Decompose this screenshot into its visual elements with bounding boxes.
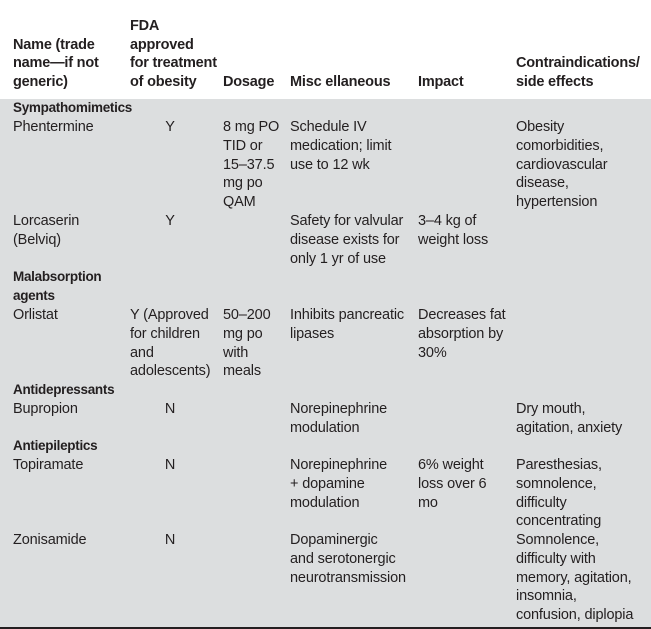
cell-impact: 3–4 kg of weight loss: [418, 213, 489, 248]
cell-dosage: 50–200 mg po with meals: [223, 307, 271, 380]
cell-dosage: 8 mg PO TID or 15–37.5 mg po QAM: [223, 119, 280, 211]
cell-misc: Norepinephrine + dopamine modulation: [290, 457, 388, 511]
cell-misc: Safety for valvular disease exists for only 1 yr of use: [290, 213, 404, 267]
cell-name: Bupropion: [13, 401, 78, 417]
table-header: [0, 0, 651, 99]
cell-name: Lorcaserin (Belviq): [13, 213, 80, 248]
cell-name: Orlistat: [13, 307, 58, 323]
header-fda-approved: FDA approved for treatment of obesity: [130, 18, 217, 90]
cell-contra: Somnolence, difficulty with memory, agitation, insomnia, confusion, diplopia: [516, 532, 634, 624]
header-dosage: Dosage: [223, 73, 275, 90]
cell-contra: Dry mouth, agitation, anxiety: [516, 401, 623, 436]
group-malabsorption: Malabsorption agents: [13, 269, 102, 303]
group-sympathomimetics: Sympathomimetics: [13, 100, 132, 115]
cell-misc: Inhibits pancreatic lipases: [290, 307, 405, 342]
header-name: Name (trade name—if not generic): [13, 36, 99, 90]
cell-contra: Paresthesias, somnolence, difficulty concentrating: [516, 457, 602, 530]
cell-fda: N: [164, 457, 176, 473]
header-miscellaneous: Misc ellaneous: [290, 73, 391, 90]
cell-name: Zonisamide: [13, 532, 87, 548]
cell-fda: N: [164, 532, 176, 548]
cell-fda: Y: [165, 119, 175, 135]
cell-impact: 6% weight loss over 6 mo: [418, 457, 487, 511]
cell-impact: Decreases fat absorption by 30%: [418, 307, 506, 361]
cell-name: Phentermine: [13, 119, 94, 135]
group-antiepileptics: Antiepileptics: [13, 438, 98, 453]
group-antidepressants: Antidepressants: [13, 382, 115, 397]
cell-name: Topiramate: [13, 457, 84, 473]
cell-fda: Y: [165, 213, 175, 229]
cell-fda: Y (Approved for children and adolescents): [130, 307, 211, 380]
cell-misc: Dopaminergic and serotonergic neurotransmission: [290, 532, 406, 586]
cell-contra: Obesity comorbidities, cardiovascular disease, hypertension: [516, 119, 608, 211]
header-impact: Impact: [418, 73, 464, 90]
cell-misc: Schedule IV medication; limit use to 12 wk: [290, 119, 392, 173]
cell-fda: N: [164, 401, 176, 417]
cell-misc: Norepinephrine modulation: [290, 401, 388, 436]
header-contraindications: Contraindications/ side effects: [516, 55, 640, 90]
